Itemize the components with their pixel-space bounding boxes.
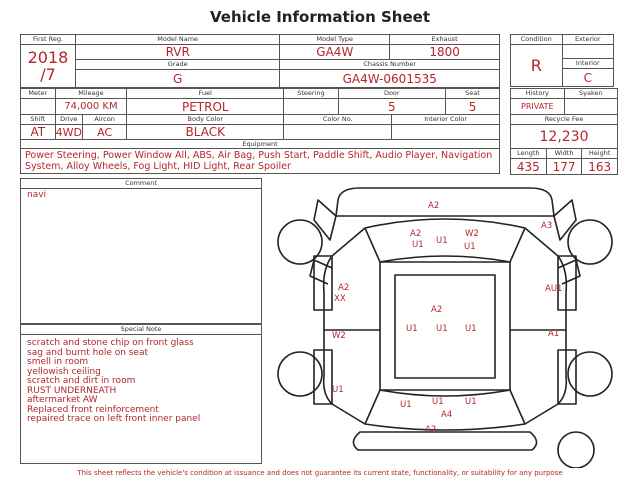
damage-mark: U1: [412, 240, 424, 250]
model-type-label: Model Type: [280, 35, 390, 45]
door-label: Door: [338, 89, 445, 99]
door-value: 5: [338, 99, 445, 115]
damage-mark: XX: [334, 294, 346, 304]
model-name-label: Model Name: [75, 35, 279, 45]
seat-label: Seat: [446, 89, 500, 99]
body-color-label: Body Color: [127, 115, 284, 125]
condition-table: [510, 34, 614, 87]
note-line: RUST UNDERNEATH: [27, 385, 117, 396]
note-line: Replaced front reinforcement: [27, 404, 159, 415]
interior-label: Interior: [562, 59, 613, 69]
damage-mark: U1: [436, 324, 448, 334]
vehicle-id-table: [20, 34, 500, 88]
exhaust-value: 1800: [390, 45, 500, 60]
damage-mark: A1: [548, 329, 560, 339]
width-value: 177: [546, 159, 582, 175]
recycle-value: 12,230: [511, 125, 618, 149]
damage-mark: A2: [410, 229, 422, 239]
model-type-value: GA4W: [280, 45, 390, 60]
damage-mark: A2: [428, 201, 440, 211]
shift-value: AT: [21, 125, 56, 140]
syaken-value: [564, 99, 617, 115]
grade-value: G: [75, 70, 279, 88]
color-no-label: Color No.: [284, 115, 392, 125]
condition-value: R: [511, 45, 563, 87]
note-line: yellowish ceiling: [27, 366, 101, 377]
recycle-label: Recycle Fee: [511, 115, 618, 125]
hood-panel: [336, 188, 554, 216]
damage-mark: AU1: [545, 284, 563, 294]
sheet-title: Vehicle Information Sheet: [210, 8, 430, 26]
comment-text: navi: [27, 190, 47, 200]
color-no-value: [284, 125, 392, 140]
fuel-label: Fuel: [127, 89, 284, 99]
first-reg-value: 2018 /7: [21, 45, 76, 88]
wheel-front-right: [568, 220, 612, 264]
wheel-rear-right: [568, 352, 612, 396]
length-label: Length: [511, 149, 547, 159]
width-label: Width: [546, 149, 582, 159]
interior-color-value: [392, 125, 500, 140]
fender-front-left: [314, 200, 336, 240]
height-label: Height: [582, 149, 618, 159]
damage-mark: A4: [441, 410, 453, 420]
disclaimer-footer: This sheet reflects the vehicle's condition at issuance and does not guarantee its current state, functionality, or suitability for any purpose: [77, 469, 563, 477]
meter-value: [21, 99, 56, 115]
body-color-value: BLACK: [127, 125, 284, 140]
note-line: sag and burnt hole on seat: [27, 347, 149, 358]
meter-label: Meter: [21, 89, 56, 99]
fuel-value: PETROL: [127, 99, 284, 115]
grade-label: Grade: [75, 60, 279, 70]
first-reg-label: First Reg.: [21, 35, 76, 45]
damage-mark: U1: [406, 324, 418, 334]
fender-front-right: [554, 200, 576, 240]
mileage-label: Mileage: [55, 89, 127, 99]
chassis-value: GA4W-0601535: [280, 70, 500, 88]
condition-label: Condition: [511, 35, 563, 45]
vehicle-spec-table: [20, 88, 500, 174]
exhaust-label: Exhaust: [390, 35, 500, 45]
equipment-label: Equipment: [21, 140, 500, 149]
damage-mark: W2: [465, 229, 479, 239]
damage-mark: U1: [400, 400, 412, 410]
drive-label: Drive: [55, 115, 82, 125]
steering-label: Steering: [284, 89, 338, 99]
damage-mark: U1: [465, 397, 477, 407]
shift-label: Shift: [21, 115, 56, 125]
exterior-value: [562, 45, 613, 59]
history-value: PRIVATE: [511, 99, 565, 115]
note-line: aftermarket AW: [27, 395, 98, 405]
rear-bumper: [353, 432, 536, 450]
note-line: scratch and dirt in room: [27, 376, 136, 386]
damage-mark: A3: [541, 221, 553, 231]
damage-mark: U1: [465, 324, 477, 334]
comment-box: [20, 178, 262, 324]
damage-mark: U1: [436, 236, 448, 246]
exterior-label: Exterior: [562, 35, 613, 45]
damage-mark: A2: [338, 283, 350, 293]
note-line: scratch and stone chip on front glass: [27, 338, 194, 348]
rear-right-door: [558, 350, 576, 404]
syaken-label: Syaken: [564, 89, 617, 99]
rear-left-door: [314, 350, 332, 404]
aircon-label: Aircon: [82, 115, 126, 125]
comment-label: Comment: [21, 179, 261, 189]
note-line: smell in room: [27, 357, 89, 367]
interior-value: C: [562, 69, 613, 87]
seat-value: 5: [446, 99, 500, 115]
drive-value: 4WD: [55, 125, 82, 139]
length-value: 435: [511, 159, 547, 175]
wheel-front-left: [278, 220, 322, 264]
history-table: [510, 88, 618, 175]
damage-mark: A2: [431, 305, 443, 315]
spare-wheel: [558, 432, 594, 468]
steering-value: [284, 99, 338, 115]
special-note-list: [21, 335, 261, 427]
special-note-label: Special Note: [21, 325, 261, 335]
damage-mark: W2: [332, 331, 346, 341]
wheel-rear-left: [278, 352, 322, 396]
history-label: History: [511, 89, 565, 99]
damage-mark: A2: [425, 425, 437, 435]
damage-mark: U1: [332, 385, 344, 395]
mileage-value: 74,000 KM: [55, 99, 127, 115]
damage-mark: U1: [432, 397, 444, 407]
height-value: 163: [582, 159, 618, 175]
note-line: repaired trace on left front inner panel: [27, 414, 201, 424]
equipment-text: Power Steering, Power Window All, ABS, Air Bag, Push Start, Paddle Shift, Audio Player, Navigation System, Alloy Wheels, Fog Light, HID Light, Rear Spoiler: [21, 149, 500, 174]
special-note-box: [20, 324, 262, 464]
model-name-value: RVR: [75, 45, 279, 60]
interior-color-label: Interior Color: [392, 115, 500, 125]
aircon-value: AC: [82, 125, 126, 140]
damage-mark: U1: [464, 242, 476, 252]
chassis-label: Chassis Number: [280, 60, 500, 70]
